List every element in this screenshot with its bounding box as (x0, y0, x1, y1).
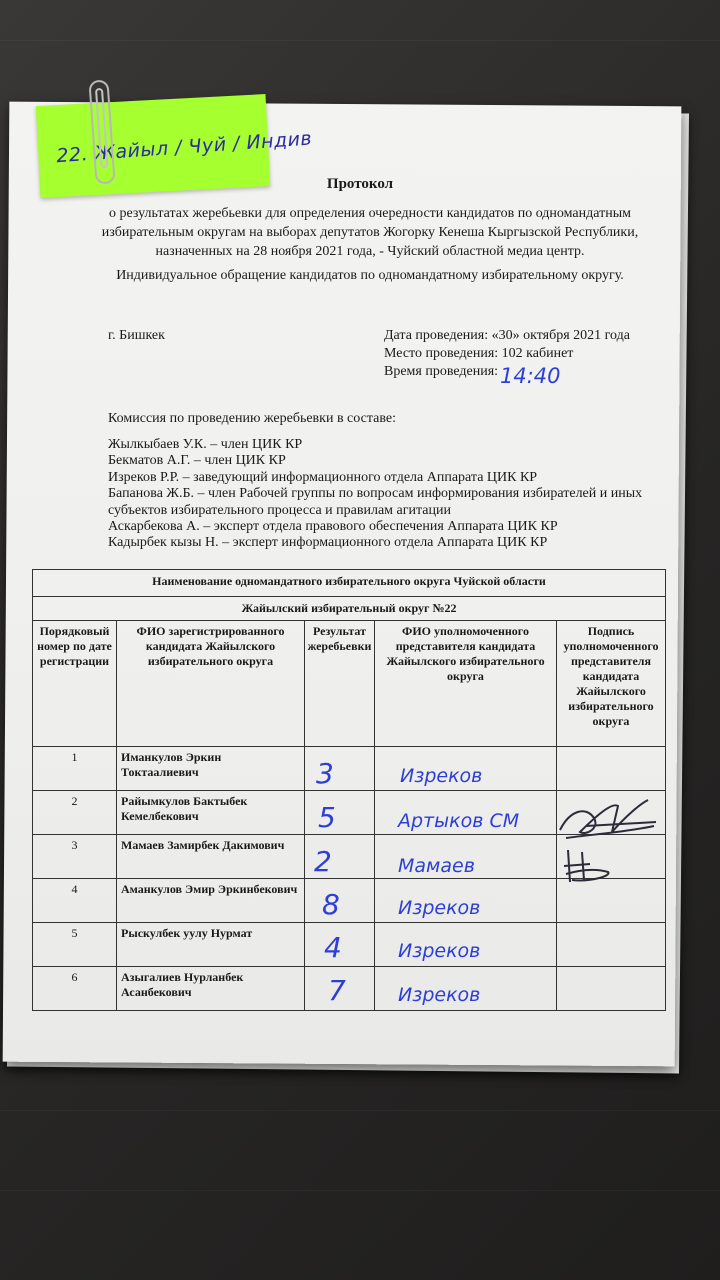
members-list (108, 437, 648, 552)
member-line: Кадырбек кызы Н. – эксперт информационного отдела Аппарата ЦИК КР (108, 535, 548, 551)
handwritten-representative: Изреков (398, 940, 481, 962)
district-header: Жайылский избирательный округ №22 (241, 601, 457, 615)
signature-cell (557, 923, 665, 966)
table-row (33, 923, 665, 967)
handwritten-result: 7 (328, 974, 346, 1007)
signature-icon (560, 846, 620, 890)
signature-cell (557, 747, 665, 790)
page-title: Протокол (326, 176, 394, 192)
district-header-row (33, 597, 665, 621)
handwritten-result: 3 (316, 757, 334, 790)
result-cell (305, 791, 375, 834)
table-row (33, 747, 665, 791)
protocol-subtitle: о результатах жеребьевки для определения очередности кандидатов по одномандатным избирательным округам на выборах депутатов Жогорку Кенеша Кыргызской Республики, назначенных на 28 ноября 2021 года, - Чуйский областной медиа центр. (101, 206, 639, 259)
signature-cell (557, 967, 665, 1010)
row-number: 1 (33, 747, 117, 790)
candidate-name: Иманкулов Эркин Токтаалиевич (117, 747, 305, 790)
column-header: Результат жеребьевки (305, 621, 375, 746)
column-header: ФИО уполномоченного представителя кандидата Жайылского избирательного округа (375, 621, 557, 746)
column-header: Порядковый номер по дате регистрации (33, 621, 117, 746)
handwritten-time: 14:40 (500, 364, 561, 388)
handwritten-representative: Изреков (400, 765, 483, 787)
candidate-name: Азыгалиев Нурланбек Асанбекович (117, 967, 305, 1010)
column-header: Подпись уполномоченного представителя кандидата Жайылского избирательного округа (563, 624, 659, 728)
member-line: Изреков Р.Р. – заведующий информационного отдела Аппарата ЦИК КР (108, 469, 538, 485)
city: г. Бишкек (108, 328, 165, 343)
row-number: 6 (33, 967, 117, 1010)
row-number: 4 (33, 879, 117, 922)
member-line: Жылкыбаев У.К. – член ЦИК КР (108, 437, 303, 452)
handwritten-representative: Мамаев (398, 855, 475, 877)
handwritten-representative: Изреков (398, 984, 481, 1006)
result-cell (305, 879, 375, 922)
sticky-note (36, 94, 313, 198)
row-number: 5 (33, 923, 117, 966)
member-line: Бекматов А.Г. – член ЦИК КР (108, 453, 286, 469)
member-line: Бапанова Ж.Б. – член Рабочей группы по вопросам информирования избирателей и иных субъектов избирательного процесса и правилам агитации (108, 486, 643, 518)
member-line: Аскарбекова А. – эксперт отдела правового обеспечения Аппарата ЦИК КР (108, 519, 558, 535)
handwritten-result: 5 (318, 801, 336, 834)
results-table (32, 569, 666, 1011)
column-header: ФИО зарегистрированного кандидата Жайылского избирательного округа (117, 621, 305, 746)
handwritten-result: 4 (324, 931, 342, 964)
candidate-name: Мамаев Замирбек Дакимович (117, 835, 305, 878)
commission-intro: Комиссия по проведению жеребьевки в составе: (108, 411, 396, 426)
candidate-name: Райымкулов Бактыбек Кемелбекович (117, 791, 305, 834)
appeal-line: Индивидуальное обращение кандидатов по одномандатному избирательному округу. (116, 268, 624, 283)
row-number: 2 (33, 791, 117, 834)
place-line: Место проведения: 102 кабинет (384, 346, 574, 361)
handwritten-result: 2 (314, 845, 332, 878)
table-row (33, 967, 665, 1010)
row-number: 3 (33, 835, 117, 878)
handwritten-representative: Изреков (398, 897, 481, 919)
time-label: Время проведения: (384, 364, 499, 379)
date-line: Дата проведения: «30» октября 2021 года (384, 328, 630, 343)
sticky-note-text: 22. Жайыл / Чуй / Индив (55, 127, 313, 168)
candidate-name: Аманкулов Эмир Эркинбекович (117, 879, 305, 922)
region-header-row (33, 570, 665, 597)
handwritten-representative: Артыков СМ (398, 810, 520, 832)
candidate-name: Рыскулбек уулу Нурмат (117, 923, 305, 966)
column-header-row (33, 621, 665, 747)
region-header: Наименование одномандатного избирательного округа Чуйской области (152, 574, 546, 588)
handwritten-result: 8 (322, 888, 340, 921)
signature-icon (556, 796, 662, 846)
